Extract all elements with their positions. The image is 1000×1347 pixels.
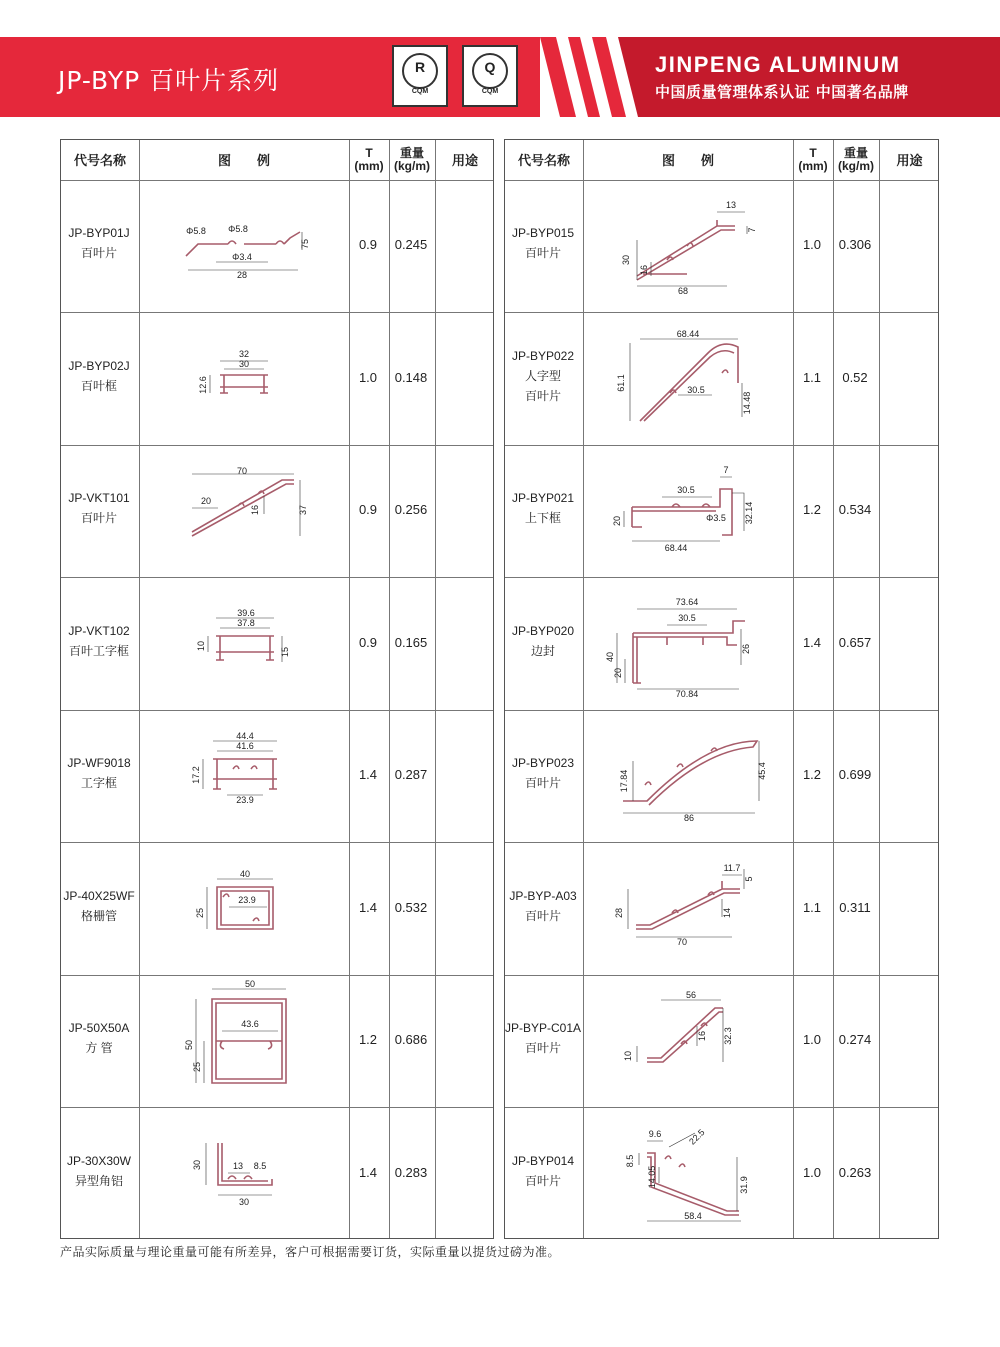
weight-value: 0.686 [394, 1032, 428, 1047]
profile-diagram [198, 343, 288, 413]
product-code: JP-BYP015 [511, 226, 575, 240]
header-figure: 图 例 [217, 152, 270, 168]
weight-value: 0.306 [838, 237, 872, 252]
dimension-label: 23.9 [238, 894, 256, 905]
header-t: T (mm) [354, 146, 384, 173]
dimension-label: 14.05 [647, 1165, 657, 1189]
product-code: JP-BYP020 [511, 623, 575, 638]
product-code: JP-VKT101 [68, 491, 130, 505]
dimension-label: 22.5 [687, 1126, 707, 1147]
dimension-label: 11.7 [723, 862, 741, 873]
product-name: 工字框 [80, 776, 117, 790]
dimension-label: 41.6 [236, 741, 254, 752]
dimension-label: 5 [744, 876, 754, 882]
header-t: T (mm) [798, 146, 828, 173]
thickness-value: 1.4 [358, 767, 378, 782]
header-code: 代号名称 [73, 152, 126, 168]
product-code: JP-50X50A [68, 1021, 130, 1035]
product-code: JP-BYP022 [511, 348, 575, 363]
product-name: 方 管 [85, 1041, 113, 1055]
dimension-label: 20 [200, 496, 212, 507]
product-name: 边封 [530, 643, 555, 658]
weight-value: 0.263 [838, 1164, 872, 1180]
profile-diagram [607, 725, 767, 825]
thickness-value: 0.9 [358, 634, 378, 650]
product-name: 上下框 [524, 511, 561, 525]
dimension-label: 70 [236, 466, 248, 477]
thickness-value: 1.0 [802, 1032, 822, 1047]
weight-value: 0.657 [838, 634, 872, 650]
thickness-value: 1.4 [358, 1164, 378, 1180]
product-code: JP-40X25WF [63, 888, 135, 903]
weight-value: 0.534 [838, 502, 872, 517]
header-usage: 用途 [451, 152, 478, 168]
product-code: JP-BYP023 [511, 756, 575, 770]
thickness-value: 1.2 [358, 1032, 378, 1047]
dimension-label: 56 [685, 990, 697, 1001]
dimension-label: 61.1 [616, 373, 626, 392]
product-name: 百叶片 [80, 246, 117, 260]
dimension-label: 32.14 [744, 501, 754, 525]
dimension-label: 68 [677, 286, 689, 297]
product-code-cell [504, 488, 582, 528]
product-name: 格栅管 [80, 908, 117, 923]
cert-q-logo: Q CQM [462, 45, 518, 107]
dimension-label: 45.4 [757, 762, 767, 781]
dimension-label: 37 [298, 505, 308, 516]
page-title: JP-BYP 百叶片系列 [58, 66, 280, 95]
product-code-cell [60, 356, 138, 396]
product-code: JP-BYP-A03 [509, 888, 577, 903]
thickness-value: 1.0 [802, 1164, 822, 1180]
product-name: 百叶片 [524, 776, 561, 790]
product-name: 百叶框 [80, 378, 117, 393]
dimension-label: 70 [676, 936, 688, 947]
dimension-label: 30 [621, 255, 631, 266]
dimension-label: 20 [613, 667, 623, 678]
page-header [0, 37, 1000, 117]
dimension-label: 50 [244, 979, 256, 990]
weight-value: 0.532 [394, 899, 428, 915]
dimension-label: Φ3.5 [706, 513, 726, 524]
dimension-label: 17.84 [619, 769, 629, 793]
thickness-value: 1.0 [802, 237, 822, 252]
product-code-cell [504, 753, 582, 793]
product-code: JP-BYP01J [68, 226, 130, 240]
product-code-cell [504, 621, 582, 661]
product-code-cell [60, 1018, 138, 1058]
product-name: 百叶片 [524, 1041, 561, 1055]
thickness-value: 1.1 [802, 899, 822, 915]
dimension-label: 43.6 [241, 1019, 259, 1030]
dimension-label: 14 [722, 907, 732, 918]
brand-tagline: 中国质量管理体系认证 中国著名品牌 [655, 83, 909, 101]
profile-diagram [198, 608, 288, 678]
product-code-cell [504, 223, 582, 263]
product-code-cell [504, 1018, 582, 1058]
profile-diagram [178, 979, 308, 1095]
dimension-label: 9.6 [648, 1128, 662, 1139]
header-code: 代号名称 [517, 152, 570, 168]
dimension-label: 30.5 [678, 612, 696, 623]
product-code: JP-BYP014 [511, 1153, 575, 1168]
dimension-label: 68.44 [676, 328, 700, 339]
brand-name: JINPENG ALUMINUM [655, 52, 901, 77]
header-weight: 重量 (kg/m) [838, 146, 874, 173]
dimension-label: 40 [239, 868, 251, 879]
dimension-label: 58.4 [684, 1210, 702, 1221]
dimension-label: 16 [250, 505, 260, 516]
thickness-value: 1.2 [802, 502, 822, 517]
product-code: JP-BYP-C01A [504, 1021, 582, 1035]
weight-value: 0.311 [839, 899, 871, 915]
weight-value: 0.699 [838, 767, 872, 782]
profile-diagram [188, 1133, 298, 1213]
profile-diagram [612, 465, 762, 555]
thickness-value: 0.9 [358, 502, 378, 517]
dimension-label: 7 [747, 227, 757, 233]
weight-value: 0.165 [394, 634, 428, 650]
dimension-label: 26 [741, 643, 751, 654]
dimension-label: 73.64 [675, 596, 699, 607]
dimension-label: 39.6 [237, 607, 255, 618]
dimension-label: 15 [280, 646, 290, 657]
dimension-label: 40 [605, 651, 615, 662]
dimension-label: 7 [723, 465, 729, 476]
dimension-label: Φ5.8 [186, 226, 206, 237]
product-name-2: 百叶片 [524, 388, 561, 403]
weight-value: 0.274 [838, 1032, 872, 1047]
profile-diagram [605, 593, 767, 699]
cert-r-logo: R CQM [392, 45, 448, 107]
weight-value: 0.245 [394, 237, 428, 252]
product-name: 百叶片 [80, 511, 117, 525]
dimension-label: 68.44 [664, 543, 688, 554]
dimension-label: 30 [238, 1196, 250, 1207]
dimension-label: 14.48 [742, 391, 752, 415]
product-name: 百叶片 [524, 1173, 561, 1188]
footnote: 产品实际质量与理论重量可能有所差异，客户可根据需要订货，实际重量以提货过磅为准。 [60, 1245, 561, 1259]
thickness-value: 1.2 [802, 767, 822, 782]
header-usage: 用途 [896, 152, 923, 168]
dimension-label: 8.5 [625, 1154, 635, 1168]
dimension-label: 30.5 [677, 485, 695, 496]
product-name: 百叶工字框 [68, 643, 129, 658]
dimension-label: 23.9 [236, 795, 254, 806]
dimension-label: 86 [683, 813, 695, 824]
dimension-label: 16 [697, 1031, 707, 1042]
product-code-cell [504, 886, 582, 926]
product-code-cell [504, 1151, 582, 1191]
product-code: JP-30X30W [66, 1153, 132, 1168]
dimension-label: 8.5 [253, 1160, 267, 1171]
dimension-label: 50 [184, 1040, 194, 1051]
product-code-cell [60, 223, 138, 263]
dimension-label: 75 [300, 239, 310, 250]
profile-diagram [612, 323, 762, 433]
weight-value: 0.287 [394, 767, 428, 782]
profile-diagram [617, 1123, 757, 1223]
dimension-label: 44.4 [236, 731, 254, 742]
dimension-label: 10 [623, 1051, 633, 1062]
product-code-cell [60, 1151, 138, 1191]
product-code-cell [60, 753, 138, 793]
header-weight: 重量 (kg/m) [394, 146, 430, 173]
product-code-cell [504, 346, 582, 406]
dimension-label: 16 [639, 265, 649, 276]
dimension-label: 30 [238, 358, 250, 369]
thickness-value: 1.4 [802, 634, 822, 650]
dimension-label: 13 [725, 200, 737, 211]
dimension-label: 30.5 [687, 384, 705, 395]
dimension-label: 25 [192, 1062, 202, 1073]
dimension-label: 30 [192, 1159, 202, 1170]
dimension-label: 10 [196, 640, 206, 651]
thickness-value: 1.0 [358, 369, 378, 385]
dimension-label: 20 [612, 516, 622, 527]
profile-diagram [193, 868, 293, 943]
product-name: 百叶片 [524, 246, 561, 260]
product-code-cell [60, 886, 138, 926]
profile-diagram [178, 466, 308, 550]
product-name: 百叶片 [524, 908, 561, 923]
header-figure: 图 例 [661, 152, 714, 168]
weight-value: 0.148 [394, 369, 428, 385]
dimension-label: 28 [614, 907, 624, 918]
dimension-label: 70.84 [675, 688, 699, 699]
weight-value: 0.52 [842, 369, 868, 385]
product-code: JP-BYP021 [511, 491, 575, 505]
weight-value: 0.256 [394, 502, 428, 517]
dimension-label: 13 [232, 1160, 244, 1171]
dimension-label: 17.2 [191, 766, 201, 785]
dimension-label: 32.3 [723, 1027, 733, 1046]
dimension-label: 31.9 [739, 1175, 749, 1194]
profile-diagram [191, 731, 293, 815]
profile-diagram [617, 200, 757, 297]
profile-diagram [168, 210, 318, 280]
profile-diagram [617, 990, 757, 1090]
dimension-label: 28 [236, 270, 248, 281]
product-name: 异型角铝 [74, 1173, 123, 1188]
product-code: JP-BYP02J [68, 358, 130, 373]
dimension-label: 37.8 [237, 617, 255, 628]
weight-value: 0.283 [394, 1164, 428, 1180]
dimension-label: Φ5.8 [228, 224, 248, 235]
product-code: JP-VKT102 [68, 623, 130, 638]
thickness-value: 0.9 [358, 237, 378, 252]
dimension-label: 32 [238, 348, 250, 359]
product-code-cell [60, 621, 138, 661]
product-code-cell [60, 488, 138, 528]
product-name: 人字型 [524, 368, 561, 383]
product-code: JP-WF9018 [67, 756, 131, 770]
dimension-label: 12.6 [198, 375, 208, 394]
thickness-value: 1.4 [358, 899, 378, 915]
thickness-value: 1.1 [802, 369, 822, 385]
profile-diagram [612, 863, 762, 953]
dimension-label: Φ3.4 [232, 252, 252, 263]
dimension-label: 25 [195, 907, 205, 918]
